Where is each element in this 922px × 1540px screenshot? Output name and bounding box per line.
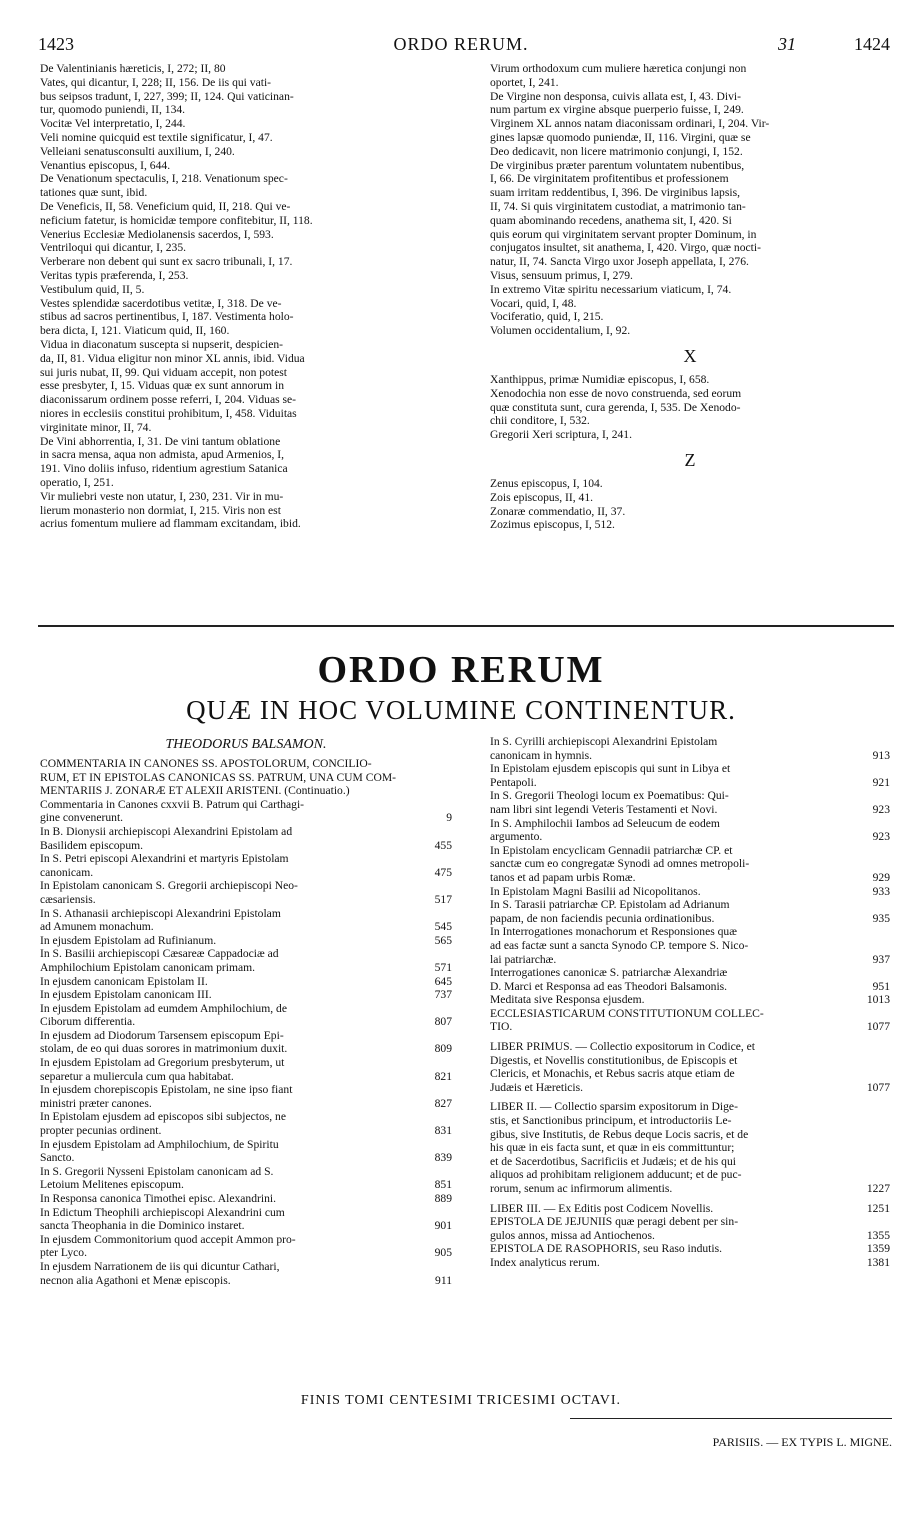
contents-entry bbox=[40, 1002, 452, 1016]
contents-entry bbox=[40, 852, 452, 866]
contents-page-number: 1355 bbox=[866, 1228, 890, 1242]
contents-page-number: 1077 bbox=[866, 1020, 890, 1034]
contents-page-number: 921 bbox=[872, 775, 890, 789]
contents-entry bbox=[40, 947, 452, 961]
contents-entry-text: In Epistolam Magni Basilii ad Nicopolitanos. bbox=[490, 884, 701, 898]
index-line: Vociferatio, quid, I, 215. bbox=[490, 310, 604, 324]
contents-page-number: 1077 bbox=[866, 1080, 890, 1094]
contents-entry bbox=[490, 966, 890, 980]
contents-entry-text: Basilidem episcopum. bbox=[40, 838, 144, 852]
contents-page-number: 571 bbox=[434, 960, 452, 974]
contents-entry bbox=[490, 1081, 890, 1095]
contents-entry-text: Digestis, et Novellis constitutionibus, de Episcopis et bbox=[490, 1053, 738, 1067]
contents-entry-text: In Epistolam encyclicam Gennadii patriarchæ CP. et bbox=[490, 843, 733, 857]
contents-entry bbox=[40, 1138, 452, 1152]
contents-entry bbox=[40, 934, 452, 948]
contents-entry bbox=[490, 1256, 890, 1270]
contents-entry-text: In ejusdem Narrationem de iis qui dicuntur Cathari, bbox=[40, 1259, 280, 1273]
contents-entry-text: In ejusdem Epistolam ad eumdem Amphilochium, de bbox=[40, 1001, 287, 1015]
contents-entry-text: TIO. bbox=[490, 1020, 513, 1034]
index-line: suam irritam reddentibus, I, 396. De virginibus lapsis, bbox=[490, 186, 740, 200]
index-line: De Virgine non desponsa, cuivis allata est, I, 43. Divi- bbox=[490, 89, 741, 103]
contents-entry bbox=[490, 789, 890, 803]
contents-entry-text: Commentaria in Canones cxxvii B. Patrum qui Carthagi- bbox=[40, 797, 305, 811]
index-line: De Vini abhorrentia, I, 31. De vini tantum oblatione bbox=[40, 434, 281, 448]
contents-page-number: 565 bbox=[434, 933, 452, 947]
contents-entry-text: In S. Athanasii archiepiscopi Alexandrini Epistolam bbox=[40, 906, 281, 920]
contents-entry-text: stis, et Sanctionibus principum, et introductoriis Le- bbox=[490, 1114, 732, 1128]
contents-page-number: 545 bbox=[434, 920, 452, 934]
contents-entry bbox=[490, 980, 890, 994]
contents-entry bbox=[490, 953, 890, 967]
contents-entry bbox=[40, 975, 452, 989]
printer-imprint: PARISIIS. — EX TYPIS L. MIGNE. bbox=[712, 1435, 892, 1449]
contents-entry-text: In Edictum Theophili archiepiscopi Alexandrini cum bbox=[40, 1205, 285, 1219]
index-line: Velleiani senatusconsulti auxilium, I, 240. bbox=[40, 144, 235, 158]
contents-entry bbox=[490, 803, 890, 817]
letter-heading-x: X bbox=[683, 345, 697, 366]
letter-heading-z: Z bbox=[684, 449, 696, 470]
contents-column-right bbox=[490, 735, 890, 1270]
contents-entry-text: COMMENTARIA IN CANONES SS. APOSTOLORUM, CONCILIO- bbox=[40, 757, 372, 770]
contents-entry bbox=[490, 1182, 890, 1196]
index-line: De Venationum spectaculis, I, 218. Venationum spec- bbox=[40, 172, 288, 186]
contents-entry bbox=[40, 920, 452, 934]
index-line: operatio, I, 251. bbox=[40, 475, 114, 489]
contents-entry bbox=[40, 1015, 452, 1029]
contents-entry bbox=[40, 1042, 452, 1056]
contents-entry-text: In S. Basilii archiepiscopi Cæsareæ Cappadociæ ad bbox=[40, 947, 279, 961]
contents-entry-text: canonicam. bbox=[40, 865, 94, 879]
contents-page-number: 1251 bbox=[866, 1201, 890, 1215]
contents-page-number: 937 bbox=[872, 952, 890, 966]
index-line: quam abominando recedens, anathema sit, I, 420. Si bbox=[490, 213, 732, 227]
contents-entry bbox=[490, 762, 890, 776]
running-header bbox=[0, 34, 922, 56]
index-line: bera dicta, I, 121. Viaticum quid, II, 160. bbox=[40, 324, 230, 338]
page-number-right: 1424 bbox=[854, 34, 890, 54]
contents-entry-text: In ejusdem ad Diodorum Tarsensem episcopum Epi- bbox=[40, 1028, 284, 1042]
index-line: De Valentinianis hæreticis, I, 272; II, 80 bbox=[40, 62, 226, 75]
contents-entry-text: In S. Cyrilli archiepiscopi Alexandrini Epistolam bbox=[490, 735, 718, 748]
contents-entry-text: tanos et ad papam urbis Romæ. bbox=[490, 870, 636, 884]
contents-entry-text: In S. Gregorii Nysseni Epistolam canonicam ad S. bbox=[40, 1164, 274, 1178]
index-line: tationes quæ sunt, ibid. bbox=[40, 186, 148, 200]
contents-entry bbox=[40, 1219, 452, 1233]
contents-entry-text: ministri præter canones. bbox=[40, 1096, 152, 1110]
contents-entry-text: Clericis, et Monachis, et Rebus sacris atque etiam de bbox=[490, 1067, 735, 1081]
contents-entry bbox=[40, 1110, 452, 1124]
contents-entry-text: his quæ in eis facta sunt, et quæ in eis committuntur; bbox=[490, 1141, 735, 1155]
index-line: gines lapsæ quomodo puniendæ, II, 116. Virgini, quæ se bbox=[490, 130, 751, 144]
contents-page-number: 9 bbox=[446, 811, 452, 825]
contents-entry-text: pter Lyco. bbox=[40, 1246, 88, 1260]
contents-entry-text: ad Amunem monachum. bbox=[40, 920, 154, 934]
contents-entry-text: In Responsa canonica Timothei episc. Alexandrini. bbox=[40, 1192, 277, 1205]
contents-entry bbox=[40, 988, 452, 1002]
handwritten-note: 31 bbox=[778, 34, 796, 54]
index-line: quæ constituta sunt, cura gerenda, I, 535. De Xenodo- bbox=[490, 400, 741, 414]
contents-entry-text: Pentapoli. bbox=[490, 775, 537, 789]
contents-entry-text: In ejusdem Epistolam ad Gregorium presbyterum, ut bbox=[40, 1056, 285, 1070]
index-line: acrius fomentum muliere ad flammam excitandam, ibid. bbox=[40, 517, 301, 531]
contents-entry-text: Interrogationes canonicæ S. patriarchæ Alexandriæ bbox=[490, 966, 728, 980]
contents-entry-text: EPISTOLA DE RASOPHORIS, seu Raso indutis. bbox=[490, 1242, 723, 1256]
contents-entry-text: LIBER II. — Collectio sparsim expositorum in Dige- bbox=[490, 1100, 738, 1114]
contents-entry bbox=[40, 1178, 452, 1192]
index-line: 191. Vino doliis infuso, ridentium agrestium Satanica bbox=[40, 462, 288, 476]
contents-entry bbox=[40, 1246, 452, 1260]
index-line: Xenodochia non esse de novo construenda, sed eorum bbox=[490, 386, 742, 400]
contents-entry bbox=[490, 1020, 890, 1034]
index-line: diaconissarum ordinem posse referri, I, 204. Viduas se- bbox=[40, 393, 297, 407]
index-line: Vestibulum quid, II, 5. bbox=[40, 282, 145, 296]
contents-entry bbox=[490, 871, 890, 885]
contents-column-left bbox=[40, 735, 452, 1287]
index-line: Vir muliebri veste non utatur, I, 230, 231. Vir in mu- bbox=[40, 489, 284, 503]
contents-entry-text: cæsariensis. bbox=[40, 892, 96, 906]
contents-entry bbox=[40, 1083, 452, 1097]
contents-entry-text: gulos annos, missa ad Antiochenos. bbox=[490, 1228, 655, 1242]
contents-page-number: 923 bbox=[872, 830, 890, 844]
index-line: Vates, qui dicantur, I, 228; II, 156. De iis qui vati- bbox=[40, 75, 272, 89]
index-line: sui juris nubat, II, 99. Qui viduam accepit, non potest bbox=[40, 365, 287, 379]
contents-entry bbox=[490, 1054, 890, 1068]
contents-page-number: 831 bbox=[434, 1124, 452, 1138]
contents-entry bbox=[490, 939, 890, 953]
contents-entry bbox=[490, 776, 890, 790]
contents-entry bbox=[40, 757, 452, 771]
contents-entry bbox=[490, 1141, 890, 1155]
contents-entry bbox=[40, 1206, 452, 1220]
index-line: Vidua in diaconatum suscepta si nupserit, despicien- bbox=[40, 337, 284, 351]
contents-entry bbox=[490, 1229, 890, 1243]
contents-page-number: 935 bbox=[872, 911, 890, 925]
contents-entry-text: necnon alia Agathoni et Menæ episcopis. bbox=[40, 1273, 231, 1287]
contents-page-number: 929 bbox=[872, 870, 890, 884]
contents-entry bbox=[40, 1260, 452, 1274]
index-line: Zozimus episcopus, I, 512. bbox=[490, 518, 615, 532]
index-line: lierum monasterio non dormiat, I, 215. Viris non est bbox=[40, 503, 281, 517]
contents-entry bbox=[40, 879, 452, 893]
contents-entry-text: nam libri sint legendi Veteris Testamenti et Novi. bbox=[490, 802, 718, 816]
contents-entry bbox=[40, 1165, 452, 1179]
index-line: stibus ad sacros pertinentibus, I, 187. Vestimenta holo- bbox=[40, 310, 294, 324]
author-heading: THEODORUS BALSAMON. bbox=[165, 737, 327, 752]
index-line: Visus, sensuum primus, I, 279. bbox=[490, 268, 633, 282]
index-column-left bbox=[40, 62, 452, 531]
index-line: II, 74. Si quis virginitatem custodiat, a matrimonio tan- bbox=[490, 199, 746, 213]
index-line: in sacra mensa, aqua non admista, apud Armenios, I, bbox=[40, 448, 285, 462]
contents-page-number: 851 bbox=[434, 1178, 452, 1192]
index-line: bus seipsos tradunt, I, 227, 399; II, 124. Qui vaticinan- bbox=[40, 89, 294, 103]
index-line: Zonaræ commendatio, II, 37. bbox=[490, 504, 626, 518]
index-line: natur, II, 74. Sancta Virgo uxor Joseph appellata, I, 276. bbox=[490, 255, 749, 269]
contents-entry-text: Amphilochium Epistolam canonicam primam. bbox=[40, 960, 256, 974]
contents-page-number: 905 bbox=[434, 1246, 452, 1260]
index-line: tur, quomodo puniendi, II, 134. bbox=[40, 103, 186, 117]
contents-entry bbox=[40, 1124, 452, 1138]
contents-entry bbox=[40, 798, 452, 812]
contents-page-number: 901 bbox=[434, 1219, 452, 1233]
index-line: Vocari, quid, I, 48. bbox=[490, 296, 577, 310]
contents-entry-text: MENTARIIS J. ZONARÆ ET ALEXII ARISTENI. (Continuatio.) bbox=[40, 784, 350, 798]
contents-page-number: 911 bbox=[435, 1273, 452, 1287]
section-divider bbox=[38, 625, 894, 627]
contents-entry-text: D. Marci et Responsa ad eas Theodori Balsamonis. bbox=[490, 979, 728, 993]
index-line: Virum orthodoxum cum muliere hæretica conjungi non bbox=[490, 62, 747, 75]
subtitle: QUÆ IN HOC VOLUMINE CONTINENTUR. bbox=[186, 695, 736, 725]
contents-entry bbox=[40, 893, 452, 907]
index-line: Volumen occidentalium, I, 92. bbox=[490, 324, 631, 338]
contents-entry-text: Letoium Melitenes episcopum. bbox=[40, 1178, 184, 1192]
contents-entry bbox=[490, 1114, 890, 1128]
index-line: Xanthippus, primæ Numidiæ episcopus, I, 658. bbox=[490, 372, 710, 386]
contents-entry bbox=[40, 1274, 452, 1288]
contents-entry bbox=[490, 925, 890, 939]
index-line: De virginibus præter parentum voluntatem nubentibus, bbox=[490, 158, 745, 172]
page-number-left: 1423 bbox=[38, 34, 74, 54]
contents-entry-text: LIBER PRIMUS. — Collectio expositorum in Codice, et bbox=[490, 1040, 756, 1054]
contents-entry-text: stolam, de eo qui duas sorores in matrimonium duxit. bbox=[40, 1042, 288, 1056]
index-column-right bbox=[490, 62, 890, 532]
index-line: Deo dedicavit, non licere matrimonio conjungi, I, 152. bbox=[490, 144, 743, 158]
finis-line: FINIS TOMI CENTESIMI TRICESIMI OCTAVI. bbox=[300, 1393, 622, 1408]
contents-page-number: 827 bbox=[434, 1096, 452, 1110]
contents-entry bbox=[40, 1056, 452, 1070]
contents-entry-text: In S. Tarasii patriarchæ CP. Epistolam ad Adrianum bbox=[490, 898, 730, 912]
contents-entry-text: Sancto. bbox=[40, 1151, 75, 1165]
running-title: ORDO RERUM. bbox=[393, 34, 529, 54]
contents-entry-text: sanctæ cum eo congregatæ Synodi ad omnes metropoli- bbox=[490, 857, 750, 871]
contents-entry-text: rorum, senum ac infirmorum alimentis. bbox=[490, 1182, 673, 1195]
contents-entry bbox=[490, 1067, 890, 1081]
contents-entry-text: aliquos ad prohibitam religionem adducunt; et de puc- bbox=[490, 1168, 742, 1182]
contents-entry bbox=[40, 771, 452, 785]
contents-entry bbox=[490, 749, 890, 763]
contents-entry-text: In S. Amphilochii Iambos ad Seleucum de eodem bbox=[490, 816, 720, 830]
contents-entry bbox=[490, 817, 890, 831]
index-line: quis eorum qui virginitatem servant propter Dominum, in bbox=[490, 227, 757, 241]
contents-entry bbox=[490, 1007, 890, 1021]
contents-entry bbox=[490, 844, 890, 858]
contents-entry-text: RUM, ET IN EPISTOLAS CANONICAS SS. PATRUM, UNA CUM COM- bbox=[40, 770, 397, 784]
contents-entry bbox=[490, 1040, 890, 1054]
index-line: Venantius episcopus, I, 644. bbox=[40, 158, 171, 172]
contents-entry bbox=[40, 907, 452, 921]
index-line: neficium fatetur, is homicidæ tempore confitebitur, II, 118. bbox=[40, 213, 313, 227]
contents-entry-text: et de Sacerdotibus, Sacrificiis et Judæis; et de his qui bbox=[490, 1154, 736, 1168]
contents-page-number: 923 bbox=[872, 802, 890, 816]
contents-entry-text: Judæis et Hæreticis. bbox=[490, 1080, 584, 1094]
contents-page-number: 1227 bbox=[866, 1182, 890, 1195]
contents-page-number: 913 bbox=[872, 748, 890, 762]
contents-page-number: 645 bbox=[434, 974, 452, 988]
index-line: Venerius Ecclesiæ Mediolanensis sacerdos, I, 593. bbox=[40, 227, 274, 241]
contents-page-number: 1359 bbox=[866, 1242, 890, 1256]
index-line: Virginem XL annos natam diaconissam ordinari, I, 204. Vir- bbox=[490, 117, 770, 131]
contents-page-number: 821 bbox=[434, 1069, 452, 1083]
index-line: Vocitæ Vel interpretatio, I, 244. bbox=[40, 117, 186, 131]
contents-page-number: 1381 bbox=[866, 1255, 890, 1269]
contents-entry-text: separetur a muliercula cum qua habitabat. bbox=[40, 1069, 234, 1083]
index-line: conjugatos insultet, sit anathema, I, 420. Virgo, quæ nocti- bbox=[490, 241, 761, 255]
index-line: da, II, 81. Vidua eligitur non minor XL annis, ibid. Vidua bbox=[40, 351, 305, 365]
contents-entry bbox=[40, 961, 452, 975]
index-line: Ventriloqui qui dicantur, I, 235. bbox=[40, 241, 187, 255]
contents-entry bbox=[490, 1100, 890, 1114]
contents-entry-text: In ejusdem Epistolam ad Amphilochium, de Spiritu bbox=[40, 1137, 279, 1151]
contents-page-number: 737 bbox=[434, 988, 452, 1002]
contents-entry bbox=[490, 1168, 890, 1182]
index-line: Gregorii Xeri scriptura, I, 241. bbox=[490, 428, 632, 442]
contents-entry bbox=[490, 898, 890, 912]
contents-entry-text: ECCLESIASTICARUM CONSTITUTIONUM COLLEC- bbox=[490, 1006, 764, 1020]
contents-page-number: 889 bbox=[434, 1192, 452, 1205]
contents-entry bbox=[490, 857, 890, 871]
contents-page-number: 951 bbox=[872, 979, 890, 993]
contents-page-number: 455 bbox=[434, 838, 452, 852]
contents-entry bbox=[40, 1070, 452, 1084]
contents-entry-text: In ejusdem canonicam Epistolam II. bbox=[40, 974, 208, 988]
contents-entry-text: canonicam in hymnis. bbox=[490, 748, 593, 762]
contents-entry bbox=[40, 1233, 452, 1247]
contents-entry-text: In Epistolam ejusdem episcopis qui sunt in Libya et bbox=[490, 762, 731, 776]
index-line: oportet, I, 241. bbox=[490, 75, 559, 89]
contents-entry-text: argumento. bbox=[490, 830, 543, 844]
contents-page-number: 807 bbox=[434, 1015, 452, 1029]
contents-entry-text: In S. Gregorii Theologi locum ex Poematibus: Qui- bbox=[490, 789, 729, 803]
contents-entry-text: lai patriarchæ. bbox=[490, 952, 557, 966]
contents-entry-text: In Epistolam canonicam S. Gregorii archiepiscopi Neo- bbox=[40, 879, 298, 893]
contents-entry bbox=[490, 993, 890, 1007]
contents-entry bbox=[490, 1202, 890, 1216]
contents-entry bbox=[40, 1192, 452, 1206]
contents-entry-text: EPISTOLA DE JEJUNIIS quæ peragi debent per sin- bbox=[490, 1215, 739, 1229]
contents-entry-text: In S. Petri episcopi Alexandrini et martyris Epistolam bbox=[40, 852, 289, 866]
contents-page-number: 933 bbox=[872, 884, 890, 898]
contents-entry bbox=[490, 1155, 890, 1169]
index-line: Veritas typis præferenda, I, 253. bbox=[40, 268, 189, 282]
contents-page-number: 1013 bbox=[866, 993, 890, 1007]
contents-entry-text: Meditata sive Responsa ejusdem. bbox=[490, 993, 645, 1007]
imprint-divider bbox=[570, 1418, 892, 1419]
contents-entry bbox=[490, 1215, 890, 1229]
index-line: Zenus episcopus, I, 104. bbox=[490, 476, 603, 490]
contents-entry bbox=[490, 885, 890, 899]
contents-entry-text: In Epistolam ejusdem ad episcopos sibi subjectos, ne bbox=[40, 1110, 287, 1124]
index-line: esse presbyter, I, 15. Viduas quæ ex sunt annorum in bbox=[40, 379, 284, 393]
contents-entry-text: ad eas factæ sunt a sancta Synodo CP. tempore S. Nico- bbox=[490, 938, 749, 952]
index-line: Vestes splendidæ sacerdotibus vetitæ, I, 318. De ve- bbox=[40, 296, 282, 310]
contents-page-number: 809 bbox=[434, 1042, 452, 1056]
contents-entry-text: propter pecunias ordinent. bbox=[40, 1124, 162, 1138]
contents-entry bbox=[490, 912, 890, 926]
contents-entry bbox=[40, 811, 452, 825]
index-line: virginitate minor, II, 74. bbox=[40, 420, 152, 434]
contents-entry-text: In ejusdem Epistolam ad Rufinianum. bbox=[40, 933, 217, 947]
index-line: niores in ecclesiis constitui prohibitum, I, 458. Viduitas bbox=[40, 406, 297, 420]
index-line: Veli nomine quicquid est textile significatur, I, 47. bbox=[40, 130, 273, 144]
contents-entry-text: In B. Dionysii archiepiscopi Alexandrini Epistolam ad bbox=[40, 824, 293, 838]
contents-entry-text: In ejusdem Commonitorium quod accepit Ammon pro- bbox=[40, 1232, 296, 1246]
index-line: Zois episcopus, II, 41. bbox=[490, 490, 594, 504]
contents-page-number: 475 bbox=[434, 865, 452, 879]
contents-entry bbox=[40, 784, 452, 798]
index-line: Verberare non debent qui sunt ex sacro tribunali, I, 17. bbox=[40, 255, 293, 269]
contents-page-number: 839 bbox=[434, 1151, 452, 1165]
contents-entry bbox=[40, 1029, 452, 1043]
contents-page-number: 517 bbox=[434, 892, 452, 906]
contents-entry-text: gibus, sive Institutis, de Rebus deque Locis sacris, et de bbox=[490, 1127, 749, 1141]
contents-entry bbox=[40, 839, 452, 853]
index-line: De Veneficis, II, 58. Veneficium quid, II, 218. Qui ve- bbox=[40, 199, 291, 213]
contents-entry-text: papam, de non faciendis pecunia ordinationibus. bbox=[490, 911, 715, 925]
contents-entry bbox=[40, 825, 452, 839]
contents-entry bbox=[490, 830, 890, 844]
index-line: num partum ex virgine absque puerperio fuisse, I, 249. bbox=[490, 103, 744, 117]
contents-entry-text: In Interrogationes monachorum et Responsiones quæ bbox=[490, 925, 737, 939]
main-title: ORDO RERUM bbox=[317, 649, 605, 691]
contents-entry bbox=[40, 866, 452, 880]
index-line: In extremo Vitæ spiritu necessarium viaticum, I, 74. bbox=[490, 282, 732, 296]
contents-entry-text: Ciborum differentia. bbox=[40, 1015, 136, 1029]
contents-entry-text: LIBER III. — Ex Editis post Codicem Novellis. bbox=[490, 1201, 714, 1215]
contents-entry-text: In ejusdem chorepiscopis Epistolam, ne sine ipso fiant bbox=[40, 1083, 293, 1097]
index-line: I, 66. De virginitatem profitentibus et professionem bbox=[490, 172, 729, 186]
contents-entry-text: sancta Theophania in die Dominico instaret. bbox=[40, 1219, 245, 1233]
contents-entry bbox=[40, 1151, 452, 1165]
contents-entry bbox=[490, 1128, 890, 1142]
contents-entry bbox=[40, 1097, 452, 1111]
contents-entry bbox=[490, 1242, 890, 1256]
contents-entry bbox=[490, 735, 890, 749]
contents-entry-text: Index analyticus rerum. bbox=[490, 1255, 600, 1269]
index-line: chii conditore, I, 532. bbox=[490, 414, 590, 428]
contents-entry-text: gine convenerunt. bbox=[40, 811, 124, 825]
contents-entry-text: In ejusdem Epistolam canonicam III. bbox=[40, 988, 212, 1002]
